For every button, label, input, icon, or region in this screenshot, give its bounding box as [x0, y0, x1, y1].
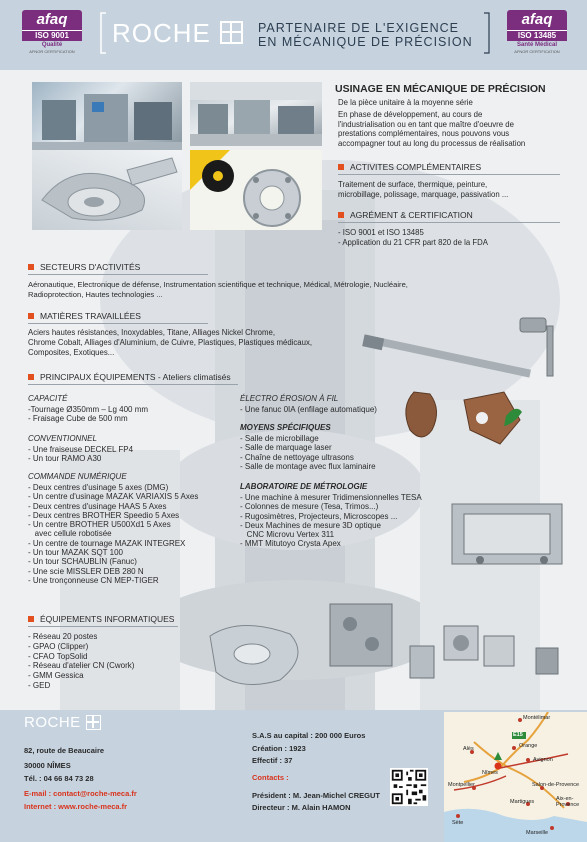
- list-item: - Deux Machines de mesure 3D optique: [240, 520, 381, 530]
- matieres-line: Composites, Exotiques...: [28, 348, 115, 357]
- list-item: - Une fanuc 0IA (enfilage automatique): [240, 405, 377, 414]
- list-item: - Une tronçonneuse CN MEP-TIGER: [28, 575, 159, 585]
- bullet-square-icon: [28, 616, 34, 622]
- footer-email-link[interactable]: E-mail : contact@roche-meca.fr: [24, 789, 137, 798]
- list-item: - Salle de microbillage: [240, 434, 319, 443]
- map-label: Martigues: [510, 799, 535, 805]
- secteurs-title: SECTEURS D'ACTIVITÉS: [40, 262, 141, 272]
- radioprotection-part-illustration: [190, 150, 322, 230]
- map-label: Aix-en-Provence: [556, 796, 580, 808]
- cert-sub: Santé Médical: [516, 42, 557, 48]
- conventionnel-list: [28, 445, 133, 464]
- equipements-subtitle: - Ateliers climatisés: [155, 372, 231, 382]
- footer-creation: Création : 1923: [252, 744, 306, 753]
- intro-line: l'industrialisation ou en tant que maître d'oeuvre de: [338, 119, 514, 129]
- machined-part-photo: [32, 150, 182, 230]
- secteurs-text: [28, 280, 408, 300]
- list-item: CNC Microvu Vertex 311: [240, 530, 335, 540]
- equipements-heading: [28, 372, 231, 382]
- matieres-heading: [28, 311, 141, 321]
- specifiques-title: MOYENS SPÉCIFIQUES: [240, 423, 331, 432]
- list-item: avec cellule robotisée: [28, 529, 112, 539]
- list-item: - Un tour MAZAK SQT 100: [28, 548, 123, 558]
- list-item: - MMT Mitutoyo Crysta Apex: [240, 539, 341, 549]
- numerique-title: COMMANDE NUMÉRIQUE: [28, 472, 127, 481]
- map-label: Orange: [519, 743, 538, 749]
- secteurs-line: Radioprotection, Hautes technologies ...: [28, 290, 163, 299]
- brand-block: [100, 12, 490, 54]
- intro-subtitle: De la pièce unitaire à la moyenne série: [338, 98, 473, 107]
- tagline-line-2: EN MÉCANIQUE DE PRÉCISION: [258, 35, 473, 49]
- list-item: - Chaîne de nettoyage ultrasons: [240, 452, 354, 462]
- agrement-line: - Application du 21 CFR part 820 de la FDA: [338, 238, 488, 247]
- factory-floor-photo: [190, 82, 322, 146]
- list-item: - Salle de montage avec flux laminaire: [240, 461, 376, 471]
- map-label: Nîmes: [482, 770, 498, 776]
- list-item: - Réseau 20 postes: [28, 632, 98, 641]
- agrement-text: [338, 228, 488, 248]
- matieres-line: Aciers hautes résistances, Inoxydables, Titane, Alliages Nickel Chrome,: [28, 328, 276, 337]
- footer-capital: S.A.S au capital : 200 000 Euros: [252, 731, 366, 740]
- brand-grid-icon: [220, 21, 243, 44]
- footer-website-link[interactable]: Internet : www.roche-meca.fr: [24, 802, 128, 811]
- footer-directeur: Directeur : M. Alain HAMON: [252, 803, 351, 812]
- secteurs-line: Aéronautique, Electronique de défense, Instrumentation scientifique et technique, Médical, Métrologie, Nucléaire,: [28, 280, 408, 289]
- activites-text: [338, 180, 508, 200]
- machined-part-illustration: [32, 150, 182, 230]
- bullet-square-icon: [28, 374, 34, 380]
- divider: [338, 174, 560, 175]
- radioprotection-part-photo: [190, 150, 322, 230]
- list-item: - GMM Gessica: [28, 671, 84, 681]
- afaq-iso13485-badge: [507, 10, 567, 56]
- list-item: - Un centre de tournage MAZAK INTEGREX: [28, 538, 186, 548]
- intro-title: USINAGE EN MÉCANIQUE DE PRÉCISION: [335, 83, 546, 95]
- activites-title: ACTIVITES COMPLÉMENTAIRES: [350, 162, 482, 172]
- intro-paragraph: [338, 110, 525, 148]
- informatique-heading: [28, 614, 174, 624]
- tagline-line-1: PARTENAIRE DE L'EXIGENCE: [258, 21, 459, 35]
- list-item: - Un centre d'usinage MAZAK VARIAXIS 5 Axes: [28, 492, 199, 502]
- list-item: - Un centre BROTHER U500Xd1 5 Axes: [28, 520, 171, 530]
- divider: [28, 384, 238, 385]
- map-label: Marseille: [526, 830, 549, 836]
- cert-iso: ISO 13485: [507, 30, 567, 41]
- map-label: Montélimar: [523, 715, 551, 721]
- map-motorway-label: E15: [513, 732, 523, 738]
- divider: [28, 323, 208, 324]
- nimes-location-marker: [495, 763, 502, 770]
- list-item: - Salle de marquage laser: [240, 443, 332, 453]
- list-item: - Fraisage Cube de 500 mm: [28, 414, 128, 424]
- agrement-heading: [338, 210, 473, 220]
- bullet-square-icon: [338, 212, 344, 218]
- matieres-title: MATIÈRES TRAVAILLÉES: [40, 311, 141, 321]
- list-item: - Une machine à mesurer Tridimensionnelles TESA: [240, 493, 422, 502]
- brand-name: ROCHE: [112, 18, 211, 48]
- map-label: Salon-de-Provence: [532, 782, 580, 788]
- list-item: - Deux centres d'usinage 5 axes (DMG): [28, 483, 169, 492]
- cert-small: AFNOR CERTIFICATION: [29, 49, 75, 54]
- brand-grid-icon: [86, 715, 101, 730]
- activites-line: Traitement de surface, thermique, peinture,: [338, 180, 488, 189]
- footer-president: Président : M. Jean-Michel CREGUT: [252, 791, 380, 800]
- bullet-square-icon: [28, 264, 34, 270]
- informatique-list: [28, 632, 134, 691]
- machined-components-illustration: [200, 596, 570, 706]
- specifiques-list: [240, 434, 376, 471]
- footer-address-2: 30000 NÎMES: [24, 761, 71, 770]
- cert-iso: ISO 9001: [22, 30, 82, 41]
- list-item: -Tournage Ø350mm – Lg 400 mm: [28, 405, 149, 414]
- divider: [28, 274, 208, 275]
- list-item: - GED: [28, 680, 51, 690]
- divider: [28, 626, 178, 627]
- list-item: - Deux centres d'usinage HAAS 5 Axes: [28, 501, 167, 511]
- agrement-line: - ISO 9001 et ISO 13485: [338, 228, 424, 237]
- intro-line: En phase de développement, au cours de: [338, 110, 483, 119]
- footer-brand-name: ROCHE: [24, 714, 81, 731]
- list-item: - GPAO (Clipper): [28, 641, 89, 651]
- capacite-title: CAPACITÉ: [28, 394, 68, 403]
- footer-tel: Tél. : 04 66 84 73 28: [24, 774, 94, 783]
- capacite-list: [28, 405, 148, 424]
- list-item: - Colonnes de mesure (Tesa, Trimos...): [240, 502, 379, 512]
- matieres-text: [28, 328, 312, 358]
- intro-line: accompagner tout au long du processus de réalisation: [338, 138, 526, 148]
- map-label: Montpellier: [448, 782, 475, 788]
- activites-line: microbillage, polissage, marquage, passivation ...: [338, 190, 509, 199]
- metrologie-list: [240, 493, 422, 549]
- matieres-line: Chrome Cobalt, Alliages d'Aluminium, de Cuivre, Plastiques, Plastiques médicaux,: [28, 338, 313, 347]
- footer-effectif: Effectif : 37: [252, 756, 293, 765]
- list-item: - Deux centres BROTHER Speedio 5 Axes: [28, 510, 180, 520]
- metrologie-title: LABORATOIRE DE MÉTROLOGIE: [240, 482, 368, 491]
- footer-contacts-title: Contacts :: [252, 773, 289, 782]
- qr-code-icon[interactable]: [390, 768, 428, 806]
- activites-heading: [338, 162, 481, 172]
- electro-title: ÉLECTRO ÉROSION À FIL: [240, 394, 339, 403]
- map-label: Alès: [463, 746, 474, 752]
- map-label: Avignon: [533, 757, 553, 763]
- cert-sub: Qualité: [41, 42, 63, 48]
- location-map[interactable]: [444, 712, 587, 842]
- cert-small: AFNOR CERTIFICATION: [514, 49, 560, 54]
- electro-list: [240, 405, 377, 414]
- footer-address-1: 82, route de Beaucaire: [24, 746, 105, 755]
- factory-floor-illustration: [190, 82, 322, 146]
- map-label: Sète: [452, 820, 464, 826]
- numerique-list: [28, 483, 198, 585]
- bullet-square-icon: [338, 164, 344, 170]
- secteurs-heading: [28, 262, 140, 272]
- list-item: - Rugosimètres, Projecteurs, Microscopes ...: [240, 511, 398, 521]
- afaq-logo: afaq: [22, 10, 82, 30]
- list-item: - CFAO TopSolid: [28, 651, 88, 661]
- list-item: - Une scie MISSLER DEB 280 N: [28, 566, 144, 576]
- informatique-title: ÉQUIPEMENTS INFORMATIQUES: [40, 614, 175, 624]
- afaq-logo: afaq: [507, 10, 567, 30]
- intro-line: prestations complémentaires, nous pouvons vous: [338, 129, 510, 138]
- list-item: - Réseau d'atelier CN (Cwork): [28, 661, 135, 671]
- list-item: - Un tour SCHAUBLIN (Fanuc): [28, 557, 137, 567]
- agrement-title: AGRÉMENT & CERTIFICATION: [350, 210, 473, 220]
- afaq-iso9001-badge: [22, 10, 82, 56]
- list-item: - Une fraiseuse DECKEL FP4: [28, 445, 134, 454]
- bullet-square-icon: [28, 313, 34, 319]
- conventionnel-title: CONVENTIONNEL: [28, 434, 97, 443]
- list-item: - Un tour RAMO A30: [28, 454, 102, 464]
- equipements-title: PRINCIPAUX ÉQUIPEMENTS: [40, 372, 156, 382]
- divider: [338, 222, 560, 223]
